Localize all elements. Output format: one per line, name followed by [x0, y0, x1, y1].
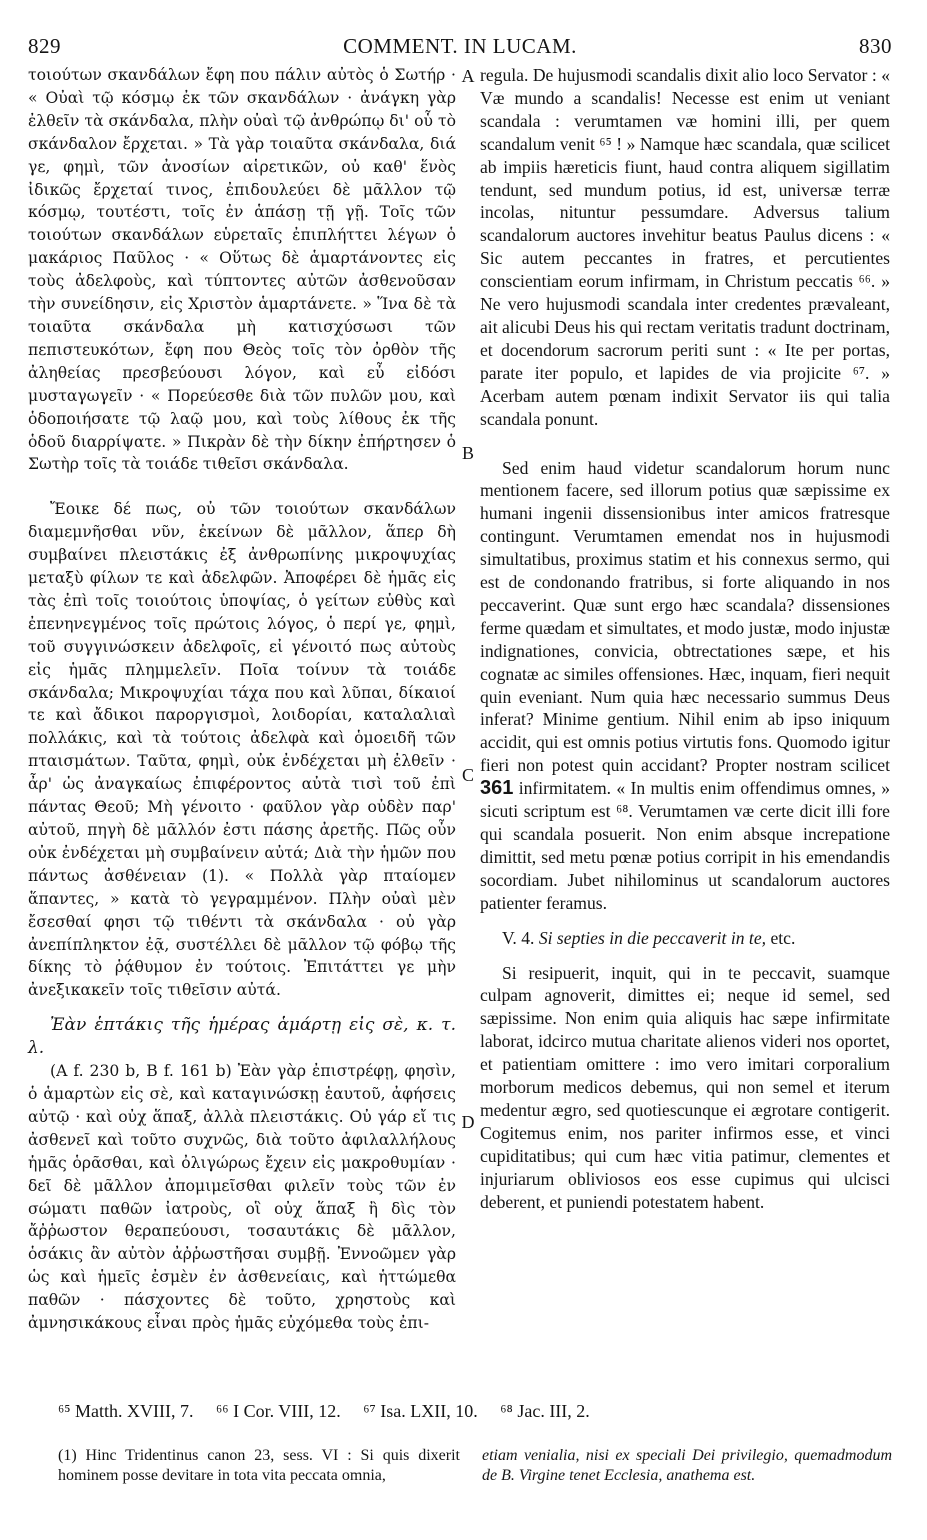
latin-heading-suffix: etc. [770, 927, 796, 948]
greek-paragraph-3: (A f. 230 b, B f. 161 b) Ἐὰν γὰρ ἐπιστρέφῃ, φησὶν, ὁ ἁμαρτὼν εἰς σὲ, καὶ καταγινώσκῃ ἑαυτοῦ, ἀφήσεις αὐτῷ · καὶ οὐχ ἅπαξ, ἀλλὰ πλειστάκις. Οὐ γάρ εἴ τις ἀσθενεῖ καὶ τοῦτο συχνῶς, διὰ τοῦτο ἀφιλαλλήλους ἡμᾶς ὁρᾶσθαι, καὶ ὀλιγώρως ἔχειν εἰς μακροθυμίαν · δεῖ δὲ μᾶλλον ἀπομιμεῖσθαι φιλεῖν τοὺς τῶν ἐν σώματι παθῶν ἰατροὺς, οἳ οὐχ ἅπαξ ἢ δὶς τὸν ἄῤῥωστον θεραπεύουσι, τοσαυτάκις δὲ μᾶλλον, ὁσάκις ἂν αὐτὸν ἀῤῥωστῆσαι συμβῇ. Ἐννοῶμεν γὰρ ὡς καὶ ἡμεῖς ἐσμὲν ἐν ἀσθενείαις, καὶ ἡττώμεθα παθῶν · πάσχοντες δὲ τοῦτο, χρηστοὺς καὶ ἀμνησικάκους εἶναι πρὸς ἡμᾶς εὐχόμεθα τοὺς ἐπι- [28, 1062, 456, 1333]
column-number: 361 [480, 777, 514, 800]
footnote-right [482, 1446, 892, 1486]
greek-paragraph-2: Ἔοικε δέ πως, οὐ τῶν τοιούτων σκανδάλων διαμεμνῆσθαι νῦν, ἐκείνων δὲ μᾶλλον, ἅπερ δὴ συμβαίνει πλειστάκις ἐξ ἀνθρωπίνης μικροψυχίας μεταξὺ φίλων τε καὶ ἀδελφῶν. Ἀποφέρει δὲ ἡμᾶς εἰς τὰς ἐπὶ τοῖς τοιούτοις ὑποψίας, ὁ γείτων εὐθὺς καὶ ἐπενηνεγμένος τοῖς πρώτοις λόγος, ὁ περί γε, φημὶ, τοῦ συγγινώσκειν ἀδελφοῖς, εἰ γένοιτό πως αὐτοὺς εἰς ἡμᾶς πλημμελεῖν. Ποῖα τοίνυν τὰ τοιάδε σκάνδαλα; Μικροψυχίαι τάχα που καὶ λῦπαι, δίκαιοί τε καὶ ἄδικοι παροργισμοὶ, λοιδορίαι, καταλαλιαὶ πολλάκις, καὶ τὰ τούτοις ἀδελφὰ καὶ ὁμοειδῆ τῶν πταισμάτων. Ταῦτα, φημὶ, οὐκ ἐνδέχεται μὴ ἐλθεῖν · ἆρ' ὡς ἀναγκαίως ἐπιφέροντος αὐτὰ τισὶ τοῦ ἐπὶ πάντας Θεοῦ; Μὴ γένοιτο · φαῦλον γὰρ οὐδὲν παρ' αὐτοῦ, πηγὴ δὲ μᾶλλόν ἐστι πάσης ἀρετῆς. Πῶς οὖν οὐκ ἐνδέχεται μὴ συμβαίνειν αὐτά; Διὰ τὴν ἡμῶν που πάντως ἀσθένειαν (1). « Πολλὰ γὰρ πταίομεν ἅπαντες, » κατὰ τὸ γεγραμμένον. Πλὴν οὐαὶ μὲν ἔσεσθαί φησι τῷ τιθέντι τὰ σκάνδαλα · οὐ γὰρ ἀνεπίπληκτον ἐᾷ, συστέλλει δὲ μᾶλλον τῷ φόβῳ τῆς δίκης τὸ ῥᾴθυμον ἐν τούτοις. Ἐπιτάττει γε μὴν ἀνεξικακεῖν τοῖς τιθεῖσιν αὐτά. [28, 500, 456, 1000]
latin-heading-italic: Si septies in die peccaverit in te, [538, 927, 767, 948]
latin-heading-prefix: V. 4. [502, 927, 535, 948]
scripture-references [58, 1398, 918, 1424]
greek-column [28, 64, 456, 1335]
footnote-left [58, 1446, 460, 1486]
margin-letter-a: A [461, 66, 475, 86]
greek-verse-heading: Ἐὰν ἑπτάκις τῆς ἡμέρας ἁμάρτῃ εἰς σὲ, κ. τ. λ. [28, 1015, 456, 1059]
page-header [28, 30, 892, 60]
page-number-right: 830 [859, 34, 892, 58]
latin-paragraph-1: regula. De hujusmodi scandalis dixit alio loco Servator : « Væ mundo a scandalis! Necesse est enim ut veniant scandala : verumtamen væ homini illi, per quem scandalum venit ⁶⁵ ! » Namque hæc scandala, quæ scilicet ab impiis hæreticis fiunt, haud contra aliquem sigillatim tendunt, sed mundum potius, id est, universæ terræ incolas, nituntur pessumdare. Adversus talium scandalorum auctores invehitur beatus Paulus dicens : « Sic autem peccantes in fratres, et percutientes conscientiam eorum infirmam, in Christum peccatis ⁶⁶. » Ne vero hujusmodi scandala inter credentes prævaleant, ait alicubi Deus his qui rectam veritatis tradunt doctrinam, et docendorum sacrorum periti sunt : « Ite per portas, parate iter populo, et lapides de via projicite ⁶⁷. » Acerbam autem pœnam indixit Servator iis qui talia scandala ponunt. [480, 65, 890, 429]
margin-letter-d: D [461, 1112, 475, 1132]
reference-68: ⁶⁸ Jac. III, 2. [500, 1401, 590, 1421]
reference-67: ⁶⁷ Isa. LXII, 10. [363, 1401, 478, 1421]
latin-paragraph-2-part-a: Sed enim haud videtur scandalorum horum nunc mentionem facere, sed illorum potius quæ sæpissime ex humani ingenii dissensionibus inter amicos fratresque contingunt. Verumtamen emendat nos in hujusmodi simultatibus, proximus statim et his connexus sermo, qui est de condonando fratribus, si forte aliquando in nos peccaverint. Quæ sunt ergo hæc scandala? dissensiones ferme quædam et simultates, et modo justæ, modo injustæ indignationes, convicia, obtrectationes sæpe, et his cognatæ ac similes offensiones. Hæc, inquam, fieri nequit quin eveniant. Num quia hæc necessario summus Deus inferat? Minime gentium. Nihil enim ab ipso iniquum accidit, qui est omnis potius virtutis fons. Quomodo igitur fieri non potest quin accidant? Propter nostram scilicet [480, 457, 890, 776]
footnote-left-text: (1) Hinc Tridentinus canon 23, sess. VI : Si quis dixerit hominem posse devitare in tota vita peccata omnia, [58, 1447, 460, 1484]
latin-verse-heading [480, 927, 890, 950]
latin-paragraph-2 [480, 457, 890, 915]
margin-letter-b: B [461, 443, 474, 463]
latin-column [480, 64, 890, 1214]
page-number-left: 829 [28, 34, 61, 58]
running-title: COMMENT. IN LUCAM. [343, 34, 577, 58]
latin-paragraph-2-part-b: infirmitatem. « In multis enim offendimus omnes, » sicuti scriptum est ⁶⁸. Verumtamen væ certe dicit illi fore qui scandala posuerit. Non enim absque increpatione dimittit, sed metu pœnæ potius corripit in his emendandis socordiam. Jubet nihilominus ut scandalorum auctores patienter feramus. [480, 778, 890, 913]
greek-paragraph-1: τοιούτων σκανδάλων ἔφη που πάλιν αὐτὸς ὁ Σωτήρ · « Οὐαὶ τῷ κόσμῳ ἐκ τῶν σκανδάλων · ἀνάγκη γὰρ ἐλθεῖν τὰ σκάνδαλα, πλὴν οὐαὶ τῷ ἀνθρώπῳ δι' οὗ τὸ σκάνδαλον ἔρχεται. » Τὰ γὰρ τοιαῦτα σκάνδαλα, διά γε, φημὶ, τῶν ἀνοσίων αἱρετικῶν, οὐ καθ' ἕνὸς ἰδικῶς ἔρχεταί τινος, ἐπιδουλεύει δὲ μᾶλλον τῷ κόσμῳ, τουτέστι, τοῖς ἐν ἁπάσῃ τῇ γῇ. Τοῖς τῶν τοιούτων σκανδάλων εὑρεταῖς ἐπιπλήττει λέγων ὁ μακάριος Παῦλος · « Οὕτως δὲ ἁμαρτάνοντες εἰς τοὺς ἀδελφοὺς, καὶ τύπτοντες αὐτῶν ἀσθενοῦσαν τὴν συνείδησιν, εἰς Χριστὸν ἁμαρτάνετε. » Ἵνα δὲ τὰ τοιαῦτα σκάνδαλα μὴ κατισχύσωσι τῶν πεπιστευκότων, ἔφη που Θεὸς τοῖς τὸν ὀρθὸν τῆς ἀληθείας πρεσβεύουσι λόγον, καὶ εὖ εἰδόσι μυσταγωγεῖν · « Πορεύεσθε διὰ τῶν πυλῶν μου, καὶ ὁδοποιήσατε τῷ λαῷ μου, καὶ τοὺς λίθους ἐκ τῆς ὁδοῦ διαρρίψατε. » Πικρὰν δὲ τὴν δίκην ἐπήρτησεν ὁ Σωτὴρ τοῖς τὰ τοιάδε τιθεῖσι σκάνδαλα. [28, 66, 456, 474]
margin-letter-c: C [461, 765, 474, 785]
latin-paragraph-3: Si resipuerit, inquit, qui in te peccavit, suamque culpam agnoverit, dimittes ei; neque id semel, sed sæpissime. Non enim quia aliquis hac sæpe infirmitate laborat, idcirco mutua charitate alienos videri nos oportet, et patientiam omittere : imo vero imitari corporalium morborum medicos debemus, qui non semel et iterum medentur ægro, sed quotiescunque ei ægrotare contigerit. Cogitemus enim, nos pariter infirmos esse, et vinci cupiditatibus; qui cum hæc vitia patimur, clementes et injuriarum obliviosos eos esse cupimus qui ulcisci deberent, et puniendi potestatem habent. [480, 962, 890, 1212]
reference-66: ⁶⁶ I Cor. VIII, 12. [216, 1401, 341, 1421]
footnote-right-text: etiam venialia, nisi ex speciali Dei privilegio, quemadmodum de B. Virgine tenet Ecclesia, anathema est. [482, 1447, 892, 1484]
reference-65: ⁶⁵ Matth. XVIII, 7. [58, 1401, 194, 1421]
